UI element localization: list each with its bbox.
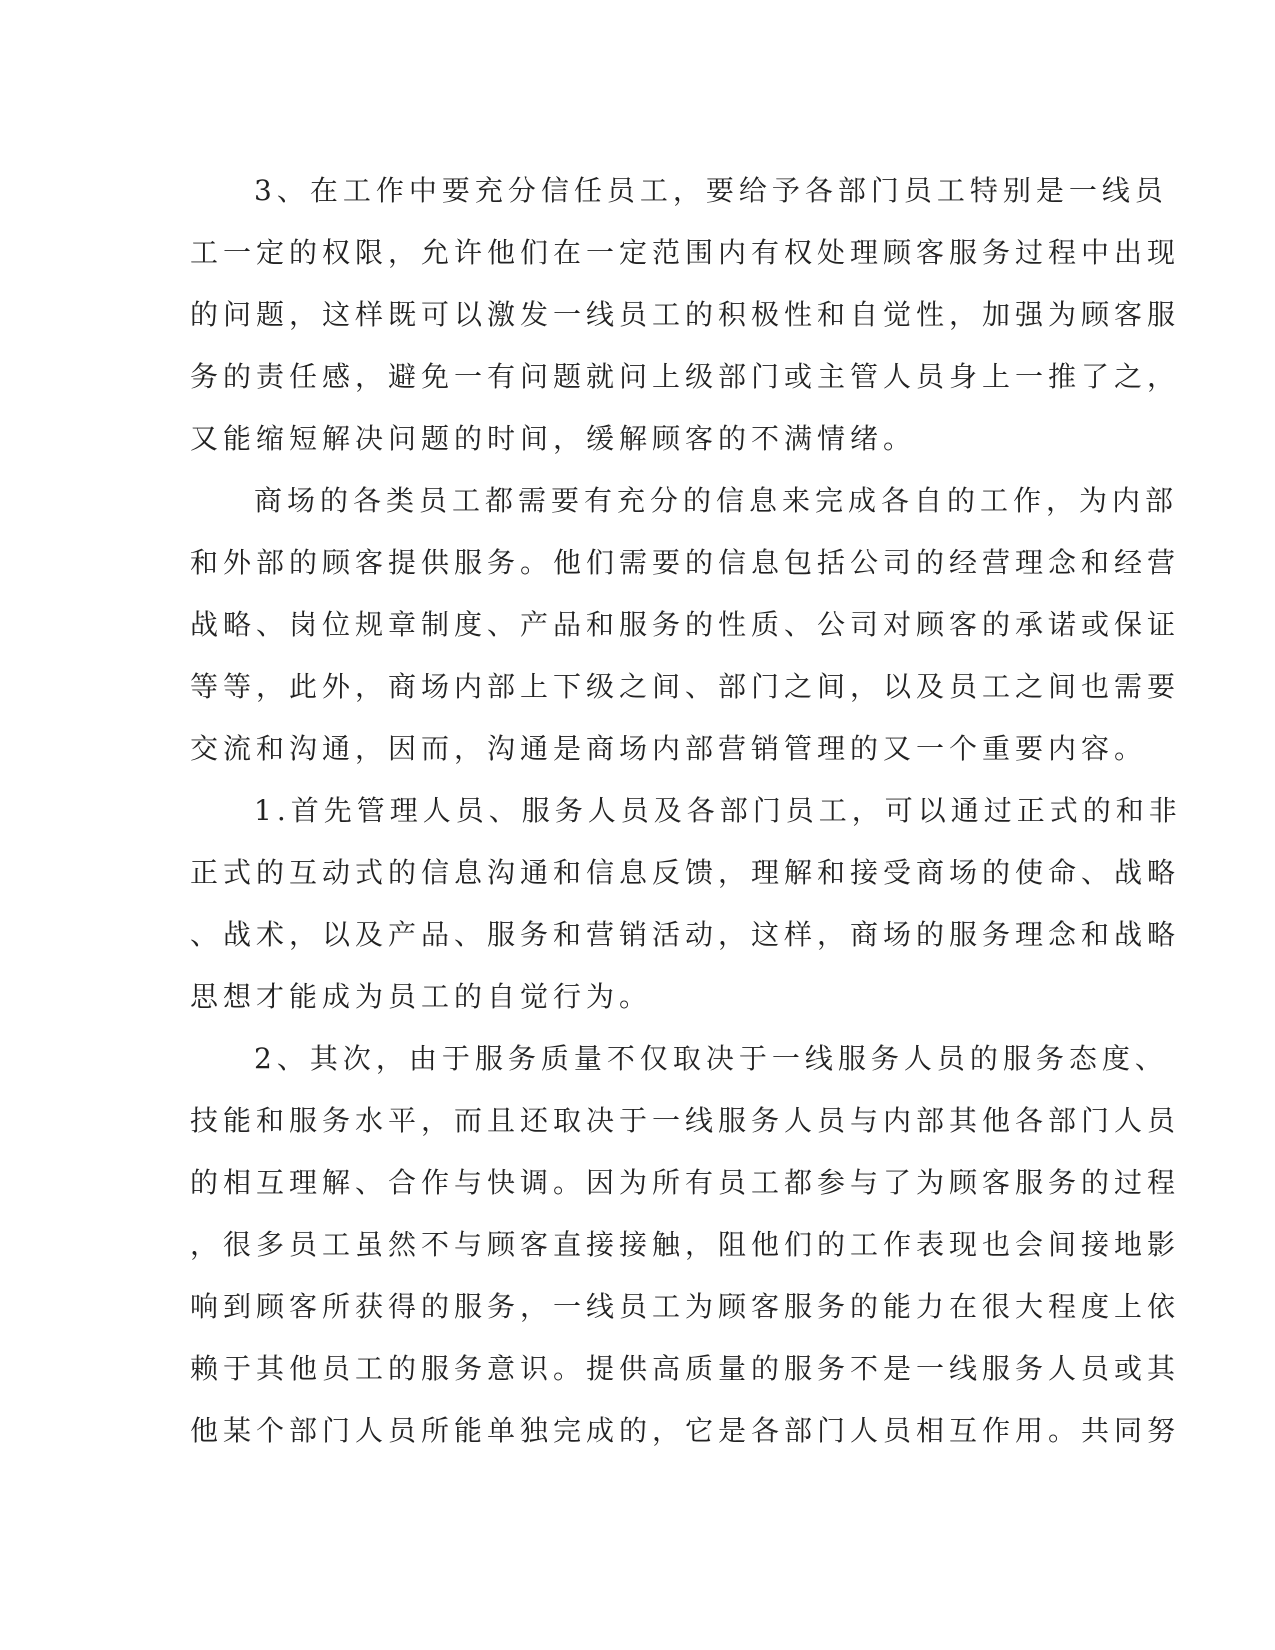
paragraph-line: 的相互理解、合作与快调。因为所有员工都参与了为顾客服务的过程: [190, 1166, 1181, 1199]
document-body: [190, 160, 1182, 1462]
paragraph-line: 等等，此外，商场内部上下级之间、部门之间，以及员工之间也需要: [190, 670, 1181, 703]
paragraph-line: 技能和服务水平，而且还取决于一线服务人员与内部其他各部门人员: [190, 1104, 1181, 1137]
paragraph-line: 商场的各类员工都需要有充分的信息来完成各自的工作，为内部: [254, 484, 1179, 517]
paragraph-line: 战略、岗位规章制度、产品和服务的性质、公司对顾客的承诺或保证: [190, 608, 1181, 641]
paragraph-line: 工一定的权限，允许他们在一定范围内有权处理顾客服务过程中出现: [190, 236, 1181, 269]
paragraph-line: 响到顾客所获得的服务，一线员工为顾客服务的能力在很大程度上依: [190, 1290, 1181, 1323]
paragraph-line: 他某个部门人员所能单独完成的，它是各部门人员相互作用。共同努: [190, 1414, 1181, 1447]
paragraph-line: 的问题，这样既可以激发一线员工的积极性和自觉性，加强为顾客服: [190, 298, 1181, 331]
paragraph-line: 务的责任感，避免一有问题就问上级部门或主管人员身上一推了之，: [190, 360, 1181, 393]
paragraph-line: 、战术，以及产品、服务和营销活动，这样，商场的服务理念和战略: [190, 918, 1181, 951]
paragraph-line: 2、其次，由于服务质量不仅取决于一线服务人员的服务态度、: [254, 1042, 1168, 1075]
paragraph-line: 交流和沟通，因而，沟通是商场内部营销管理的又一个重要内容。: [190, 732, 1148, 765]
paragraph-line: 正式的互动式的信息沟通和信息反馈，理解和接受商场的使命、战略: [190, 856, 1181, 889]
paragraph-4: [190, 1028, 1181, 1462]
paragraph-line: ，很多员工虽然不与顾客直接接触，阻他们的工作表现也会间接地影: [190, 1228, 1181, 1261]
paragraph-2: [190, 470, 1181, 780]
paragraph-1: [190, 160, 1181, 470]
paragraph-3: [190, 780, 1182, 1028]
paragraph-line: 和外部的顾客提供服务。他们需要的信息包括公司的经营理念和经营: [190, 546, 1181, 579]
paragraph-line: 3、在工作中要充分信任员工，要给予各部门员工特别是一线员: [254, 174, 1168, 207]
paragraph-line: 思想才能成为员工的自觉行为。: [190, 980, 653, 1013]
paragraph-line: 赖于其他员工的服务意识。提供高质量的服务不是一线服务人员或其: [190, 1352, 1181, 1385]
paragraph-line: 1.首先管理人员、服务人员及各部门员工，可以通过正式的和非: [254, 794, 1182, 827]
paragraph-line: 又能缩短解决问题的时间，缓解顾客的不满情绪。: [190, 422, 917, 455]
